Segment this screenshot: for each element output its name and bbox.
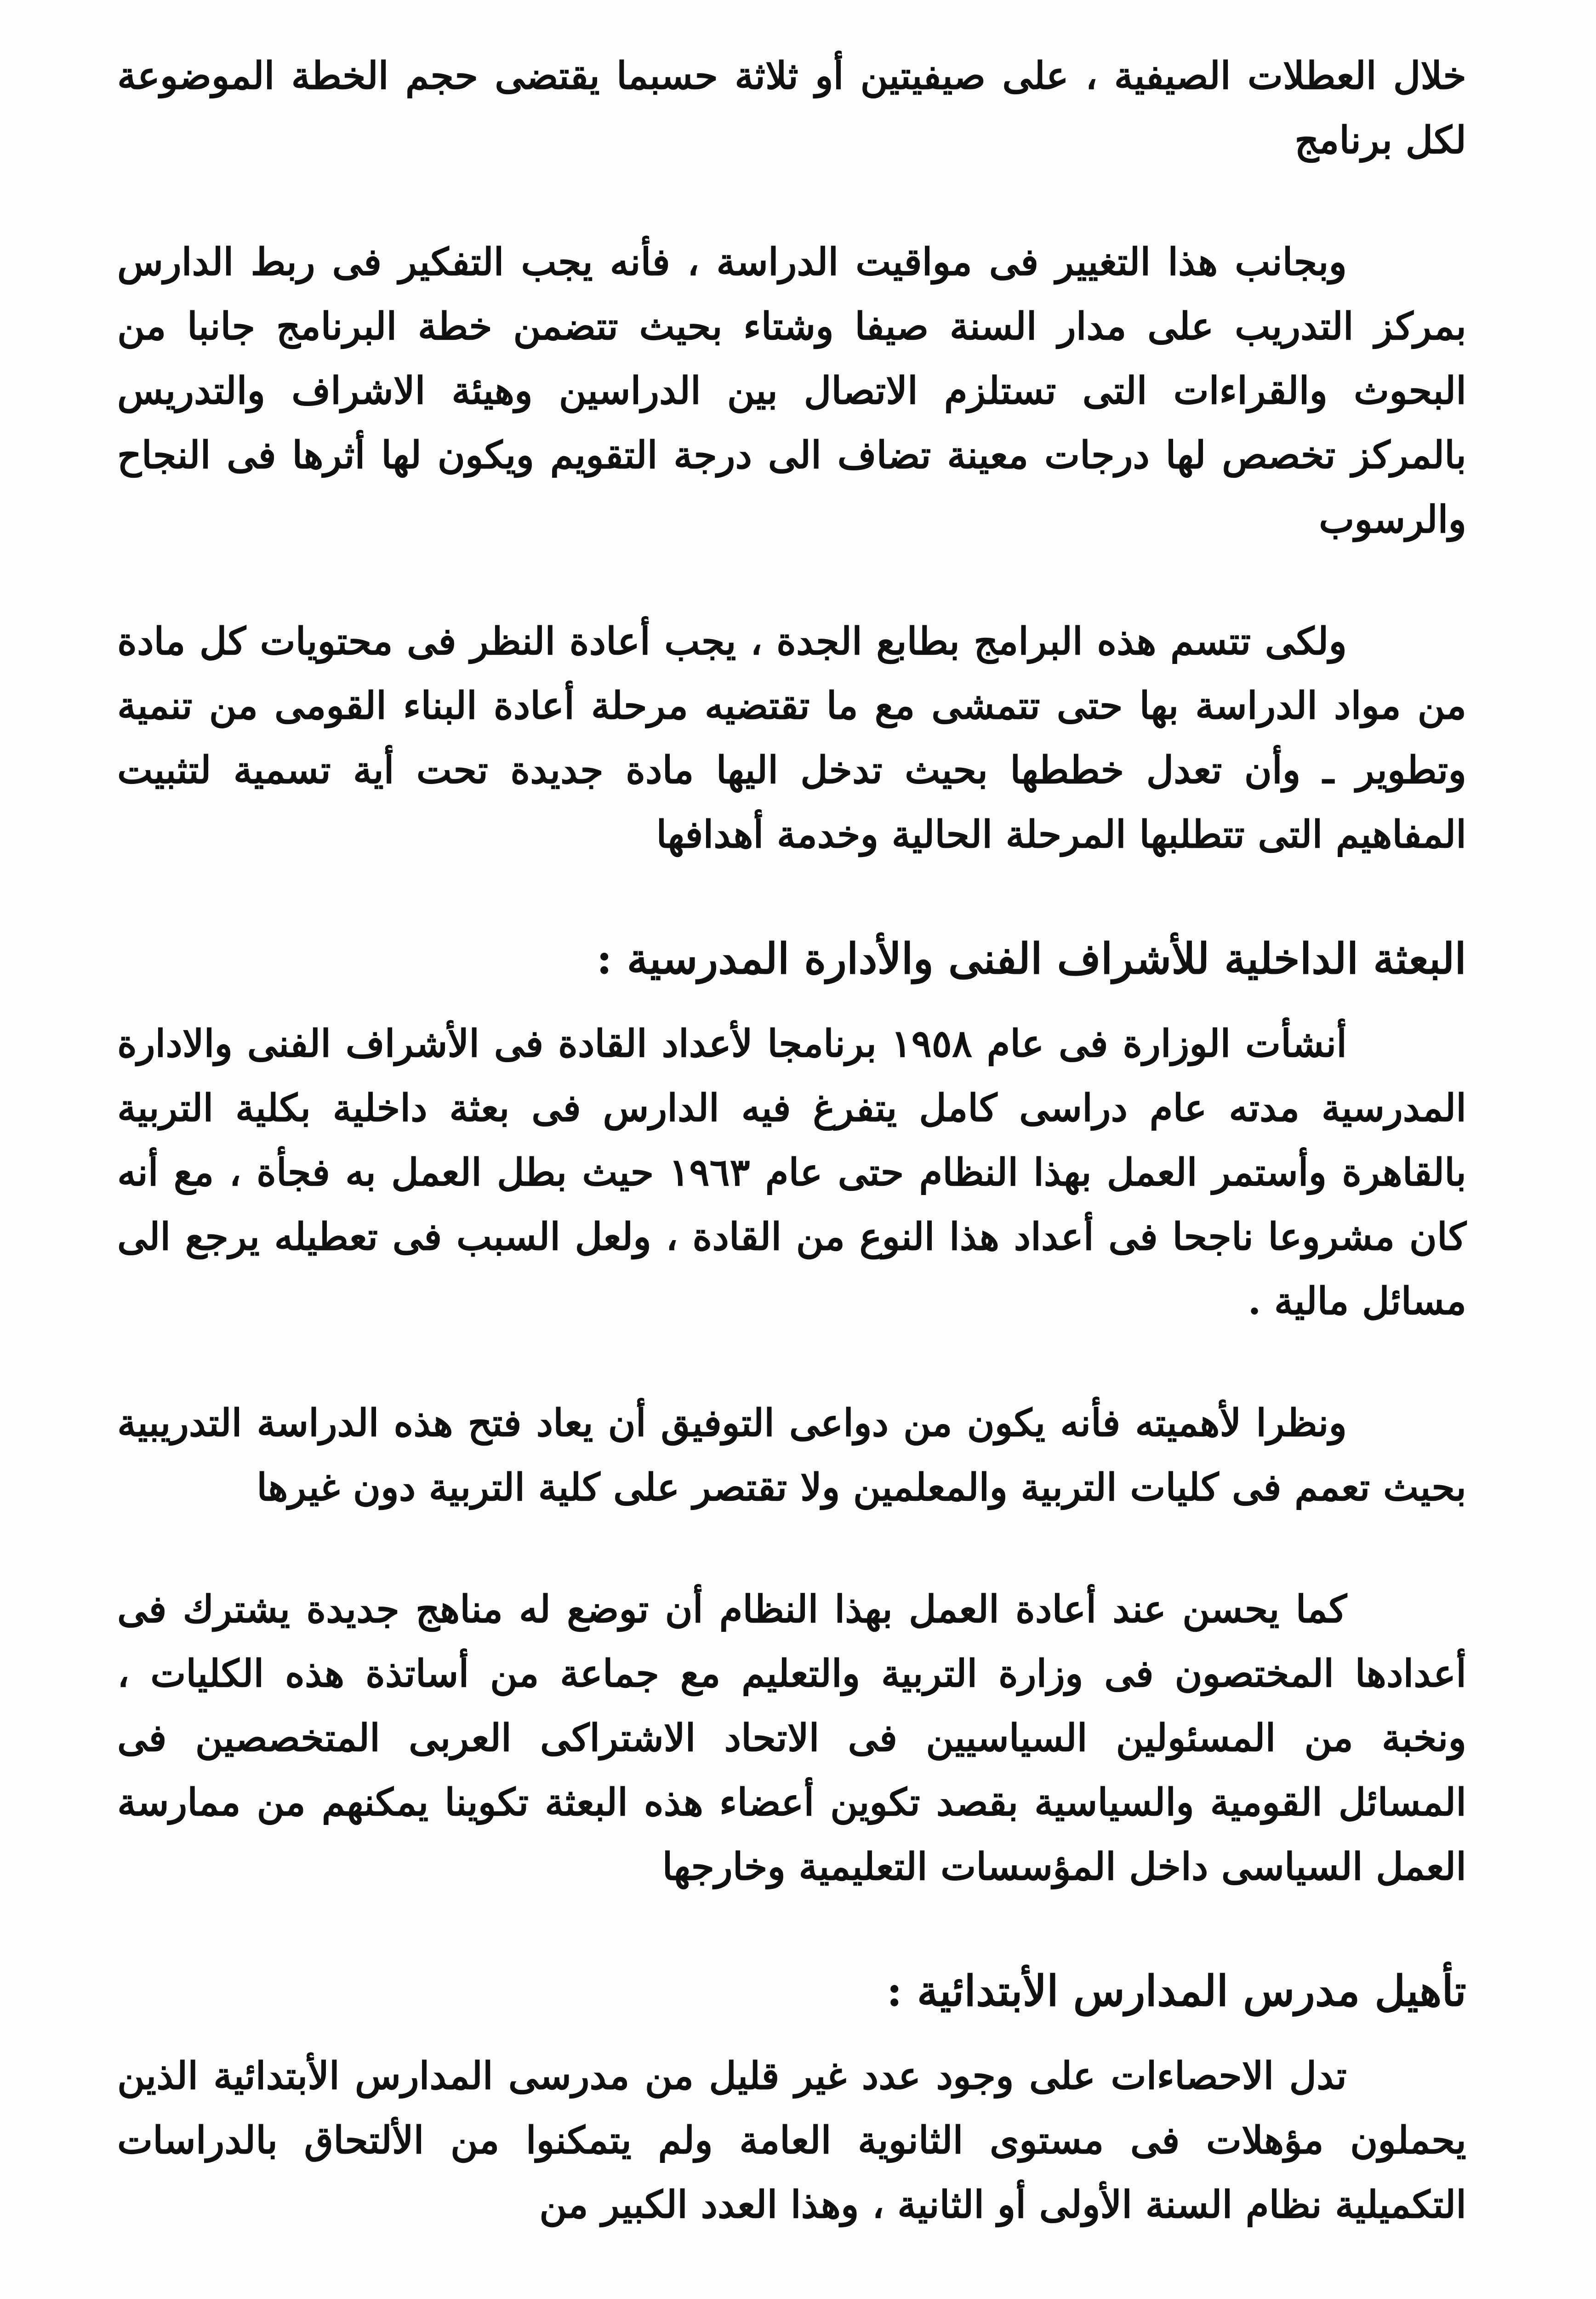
paragraph-new-curricula	[117, 1577, 1466, 1899]
paragraph-ministry-program	[117, 1012, 1466, 1333]
section-heading-primary-teachers: تأهيل مدرس المدارس الأبتدائية :	[886, 1966, 1466, 2016]
paragraph-reopen-study	[117, 1391, 1466, 1520]
page-body	[117, 44, 1466, 2294]
paragraph-training-link	[117, 230, 1466, 552]
paragraph-text: أنشأت الوزارة فى عام ١٩٥٨ برنامجا لأعداد القادة فى الأشراف الفنى والادارة المدرسية مدته عام دراسى كامل يتفرغ فيه الدارس فى بعثة داخلية بكلية التربية بالقاهرة وأستمر العمل بهذا النظام حتى عام ١٩٦٣ حيث بطل العمل به فجأة ، مع أنه كان مشروعا ناجحا فى أعداد هذا النوع من القادة ، ولعل السبب فى تعطيله يرجع الى مسائل مالية .	[117, 1022, 1466, 1323]
paragraph-program-novelty	[117, 609, 1466, 867]
paragraph-text: كما يحسن عند أعادة العمل بهذا النظام أن توضع له مناهج جديدة يشترك فى أعدادها المختصون فى وزارة التربية والتعليم مع جماعة من أساتذة هذه الكليات ، ونخبة من المسئولين السياسيين فى الاتحاد الاشتراكى العربى المتخصصين فى المسائل القومية والسياسية بقصد تكوين أعضاء هذه البعثة تكوينا يمكنهم من ممارسة العمل السياسى داخل المؤسسات التعليمية وخارجها	[117, 1587, 1466, 1889]
paragraph-statistics	[117, 2044, 1466, 2237]
section-heading-internal-mission: البعثة الداخلية للأشراف الفنى والأدارة المدرسية :	[596, 934, 1466, 984]
paragraph-text: تدل الاحصاءات على وجود عدد غير قليل من مدرسى المدارس الأبتدائية الذين يحملون مؤهلات فى مستوى الثانوية العامة ولم يتمكنوا من الألتحاق بالدراسات التكميلية نظام السنة الأولى أو الثانية ، وهذا العدد الكبير من	[117, 2054, 1467, 2227]
paragraph-continuation: خلال العطلات الصيفية ، على صيفيتين أو ثلاثة حسبما يقتضى حجم الخطة الموضوعة لكل برنامج	[117, 54, 1466, 162]
paragraph-text: ونظرا لأهميته فأنه يكون من دواعى التوفيق أن يعاد فتح هذه الدراسة التدريبية بحيث تعمم فى كليات التربية والمعلمين ولا تقتصر على كلية التربية دون غيرها	[117, 1401, 1466, 1510]
paragraph-text: ولكى تتسم هذه البرامج بطابع الجدة ، يجب أعادة النظر فى محتويات كل مادة من مواد الدراسة بها حتى تتمشى مع ما تقتضيه مرحلة أعادة البناء القومى من تنمية وتطوير ـ وأن تعدل خططها بحيث تدخل اليها مادة جديدة تحت أية تسمية لتثبيت المفاهيم التى تتطلبها المرحلة الحالية وخدمة أهدافها	[117, 619, 1466, 857]
paragraph-text: وبجانب هذا التغيير فى مواقيت الدراسة ، فأنه يجب التفكير فى ربط الدارس بمركز التدريب على مدار السنة صيفا وشتاء بحيث تتضمن خطة البرنامج جانبا من البحوث والقراءات التى تستلزم الاتصال بين الدراسين وهيئة الاشراف والتدريس بالمركز تخصص لها درجات معينة تضاف الى درجة التقويم ويكون لها أثرها فى النجاح والرسوب	[117, 240, 1466, 542]
